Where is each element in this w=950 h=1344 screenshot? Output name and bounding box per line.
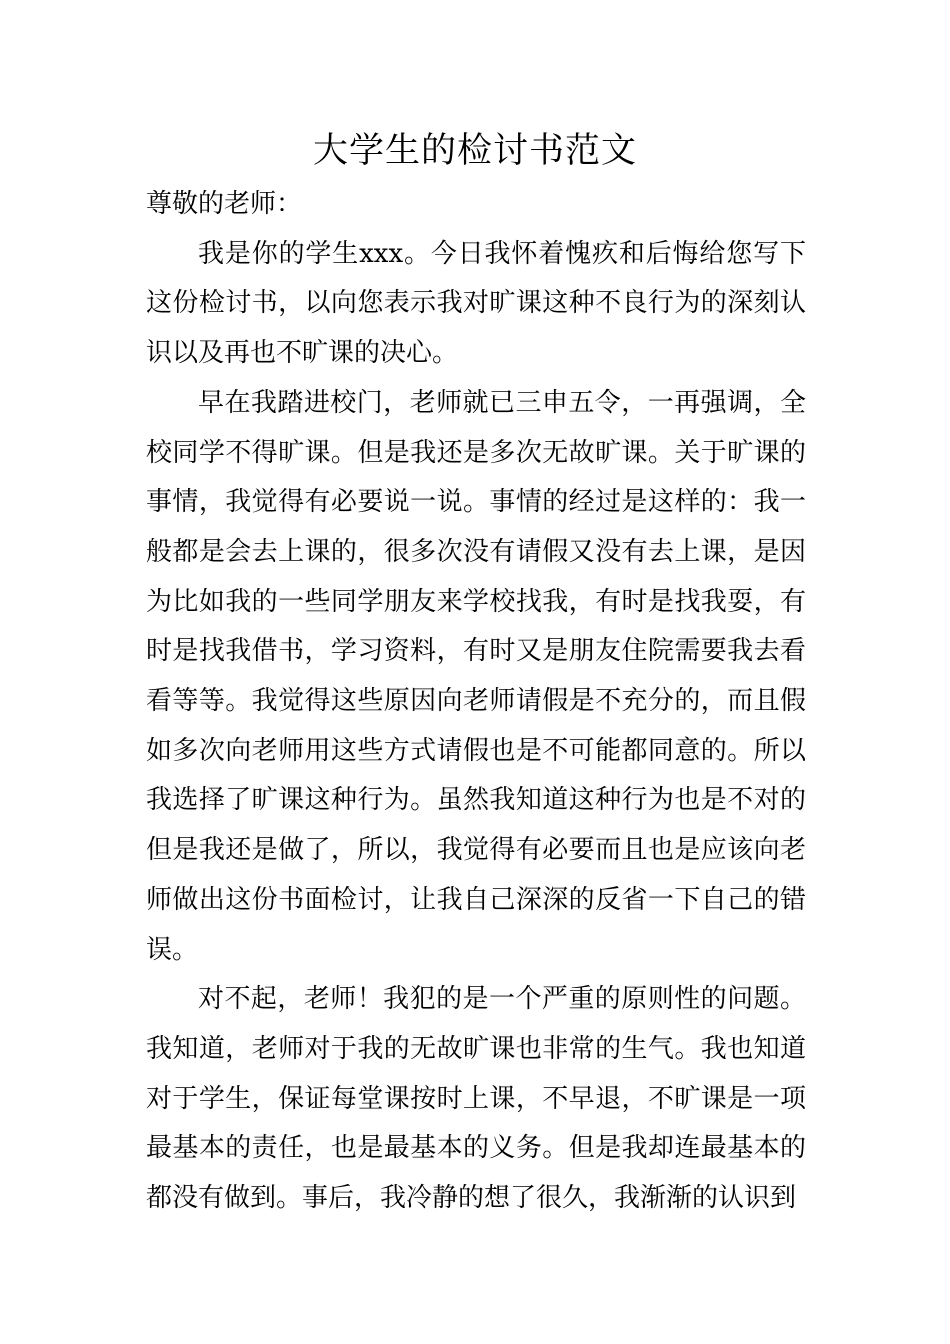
document-body [146, 180, 806, 1224]
salutation: 尊敬的老师： [146, 189, 303, 219]
document-title: 大学生的检讨书范文 [312, 131, 637, 171]
paragraph-2: 早在我踏进校门，老师就已三申五令，一再强调，全校同学不得旷课。但是我还是多次无故旷课。关于旷课的事情，我觉得有必要说一说。事情的经过是这样的：我一般都是会去上课的，很多次没有请假又没有去上课，是因为比如我的一些同学朋友来学校找我，有时是找我耍，有时是找我借书，学习资料，有时又是朋友住院需要我去看看等等。我觉得这些原因向老师请假是不充分的，而且假如多次向老师用这些方式请假也是不可能都同意的。所以我选择了旷课这种行为。虽然我知道这种行为也是不对的但是我还是做了，所以，我觉得有必要而且也是应该向老师做出这份书面检讨，让我自己深深的反省一下自己的错误。 [146, 387, 806, 965]
paragraph-3: 对不起，老师！我犯的是一个严重的原则性的问题。我知道，老师对于我的无故旷课也非常的生气。我也知道对于学生，保证每堂课按时上课，不早退，不旷课是一项最基本的责任，也是最基本的义务。但是我却连最基本的都没有做到。事后，我冷静的想了很久，我渐渐的认识到 [146, 984, 806, 1214]
paragraph-1: 我是你的学生xxx。今日我怀着愧疚和后悔给您写下这份检讨书，以向您表示我对旷课这种不良行为的深刻认识以及再也不旷课的决心。 [146, 238, 806, 369]
